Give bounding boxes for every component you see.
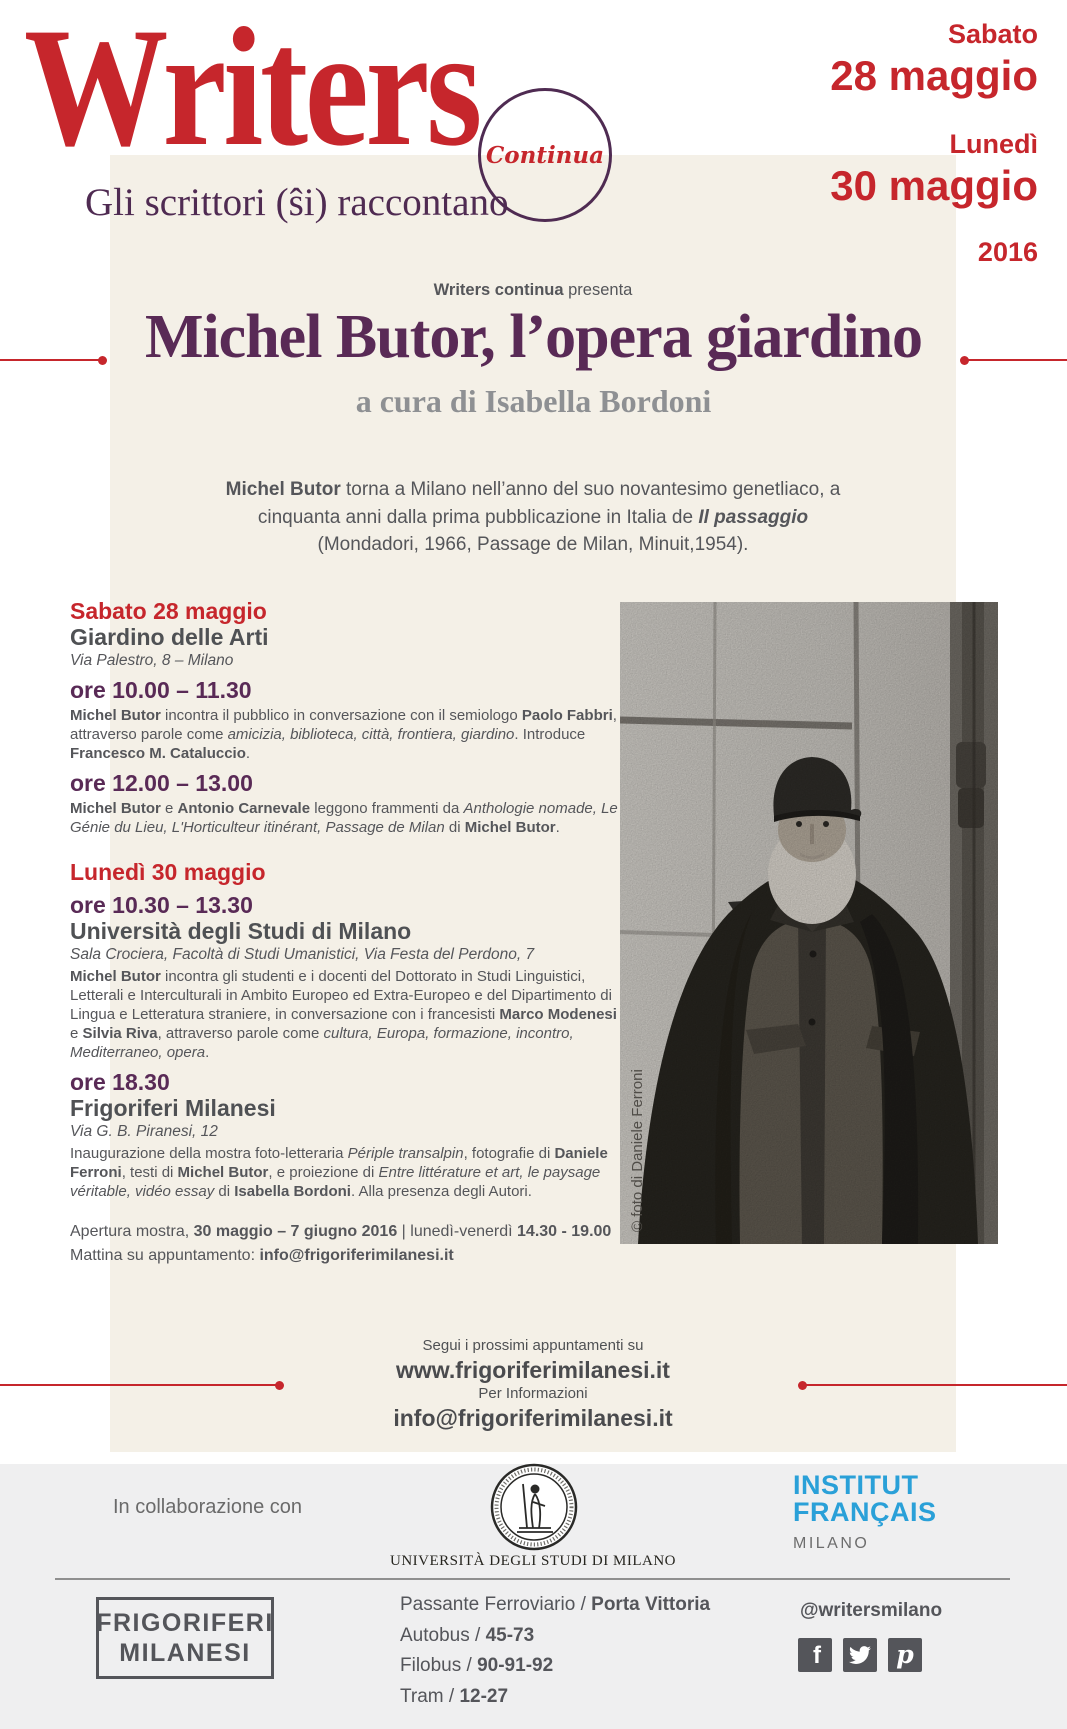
butor-portrait-illustration: [620, 602, 998, 1244]
day2-event2-venue: Frigoriferi Milanesi: [70, 1095, 276, 1121]
transport-info: [400, 1590, 710, 1712]
day2-event2-address: Via G. B. Piranesi, 12: [70, 1123, 218, 1140]
day2-event1-address: Sala Crociera, Facoltà di Studi Umanistici, Via Festa del Perdono, 7: [70, 946, 535, 963]
institut-city: MILANO: [793, 1535, 870, 1552]
institut-line2: FRANÇAIS: [793, 1497, 937, 1527]
program-schedule: [70, 598, 625, 1201]
transport-label: Tram /: [400, 1685, 460, 1707]
page-title: Michel Butor, l’opera giardino: [144, 303, 923, 371]
follow-line: Segui i prossimi appuntamenti su: [422, 1337, 644, 1354]
intro-paragraph: Michel Butor torna a Milano nell’anno del suo novantesimo genetliaco, a cinquanta anni dalla prima pubblicazione in Italia de Il passaggio (Mondadori, 1966, Passage de Milan, Minuit,1954).: [225, 479, 841, 555]
title-rule-left: [0, 359, 105, 361]
day2-event1-time: ore 10.30 – 13.30: [70, 892, 253, 918]
day1-block: [70, 598, 625, 837]
kicker: [110, 281, 956, 300]
transport-label: Filobus /: [400, 1655, 478, 1676]
day1-event1-desc: Michel Butor incontra il pubblico in conversazione con il semiologo Paolo Fabbri, attraverso parole come amicizia, biblioteca, città, frontiera, giardino. Introduce Francesco M. Cataluccio.: [70, 707, 617, 762]
university-seal-logo: [489, 1462, 579, 1552]
day1-venue: Giardino delle Arti: [70, 624, 269, 650]
transport-row: [400, 1682, 710, 1713]
mid-rule-left: [0, 1384, 282, 1386]
opening-hours-line: Apertura mostra, 30 maggio – 7 giugno 2016 | lunedì-venerdì 14.30 - 19.00: [70, 1223, 612, 1240]
frigoriferi-milanesi-logo: [96, 1597, 274, 1679]
email-link[interactable]: info@frigoriferimilanesi.it: [393, 1405, 673, 1431]
pinterest-icon[interactable]: p: [888, 1638, 922, 1672]
transport-row: [400, 1651, 710, 1682]
social-handle[interactable]: @writersmilano: [800, 1600, 943, 1621]
writers-logo: Writers: [24, 0, 480, 181]
day1-label: Sabato 28 maggio: [70, 598, 267, 624]
event-dates: [830, 18, 1038, 268]
kicker-bold: Writers continua: [433, 281, 564, 299]
day1-event2-desc: Michel Butor e Antonio Carnevale leggono frammenti da Anthologie nomade, Le Génie du Lieu, L'Horticulteur itinérant, Passage de Milan di Michel Butor.: [70, 800, 618, 836]
day1-event1-time: ore 10.00 – 11.30: [70, 677, 252, 703]
date-2: 30 maggio: [830, 162, 1038, 209]
poster-tagline: Gli scrittori (ŝi) raccontano: [85, 181, 509, 224]
day2-event1-desc: Michel Butor incontra gli studenti e i docenti del Dottorato in Studi Linguistici, Letterali e Interculturali in Ambito Europeo ed Extra-Europeo e del Dipartimento di Lingua e Letteratura straniere, in conversazione con i francesisti Marco Modenesi e Silvia Riva, attraverso parole come cultura, Europa, formazione, incontro, Mediterraneo, opera.: [70, 968, 617, 1061]
transport-label: Autobus /: [400, 1624, 486, 1646]
footer-divider: [55, 1578, 1010, 1580]
day2-label: Lunedì 30 maggio: [70, 859, 266, 885]
transport-value: 90-91-92: [477, 1655, 554, 1676]
frigoriferi-line2: MILANESI: [119, 1639, 251, 1667]
day1-event2-time: ore 12.00 – 13.00: [70, 770, 253, 796]
transport-row: [400, 1621, 710, 1652]
title-rule-right: [962, 359, 1067, 361]
institut-line1: INSTITUT: [793, 1470, 919, 1500]
photo-caption: © foto di Daniele Ferroni: [629, 1069, 646, 1232]
event-year: 2016: [977, 237, 1038, 267]
date-1: 28 maggio: [830, 52, 1038, 99]
date-day-1: Sabato: [947, 19, 1038, 49]
transport-label: Passante Ferroviario /: [400, 1594, 592, 1615]
institut-francais-logo: [793, 1472, 937, 1553]
day2-event2-desc: Inaugurazione della mostra foto-letteraria Périple transalpin, fotografie di Daniele Ferroni, testi di Michel Butor, e proiezione di Entre littérature et art, le paysage véritable, vidéo essay di Isabella Bordoni. Alla presenza degli Autori.: [70, 1145, 608, 1200]
curator-line: a cura di Isabella Bordoni: [355, 383, 712, 419]
university-name: UNIVERSITÀ DEGLI STUDI DI MILANO: [390, 1553, 676, 1569]
transport-value: 12-27: [459, 1685, 509, 1707]
info-line: Per Informazioni: [478, 1385, 588, 1402]
rule-dot: [275, 1381, 284, 1390]
facebook-icon[interactable]: f: [798, 1638, 832, 1672]
transport-value: Porta Vittoria: [591, 1594, 711, 1615]
website-link[interactable]: www.frigoriferimilanesi.it: [396, 1357, 670, 1383]
day2-block: [70, 859, 625, 1201]
transport-value: 45-73: [485, 1624, 535, 1646]
frigoriferi-line1: FRIGORIFERI: [96, 1609, 274, 1637]
transport-row: [400, 1590, 710, 1621]
exhibition-opening-info: [70, 1220, 635, 1268]
continua-badge-label: Continua: [485, 141, 605, 169]
butor-portrait-photo: [620, 602, 998, 1244]
social-icons: [798, 1638, 922, 1672]
collaboration-label: In collaborazione con: [113, 1496, 303, 1518]
day2-event1-venue: Università degli Studi di Milano: [70, 918, 412, 944]
date-day-2: Lunedì: [949, 129, 1038, 159]
rule-dot: [98, 356, 107, 365]
rule-dot: [798, 1381, 807, 1390]
day2-event2-time: ore 18.30: [70, 1069, 170, 1095]
day1-address: Via Palestro, 8 – Milano: [70, 652, 234, 669]
mid-rule-right: [800, 1384, 1067, 1386]
kicker-rest: presenta: [563, 281, 633, 299]
rule-dot: [960, 356, 969, 365]
appointment-line: Mattina su appuntamento: info@frigoriferimilanesi.it: [70, 1247, 454, 1264]
twitter-icon[interactable]: [843, 1638, 877, 1672]
